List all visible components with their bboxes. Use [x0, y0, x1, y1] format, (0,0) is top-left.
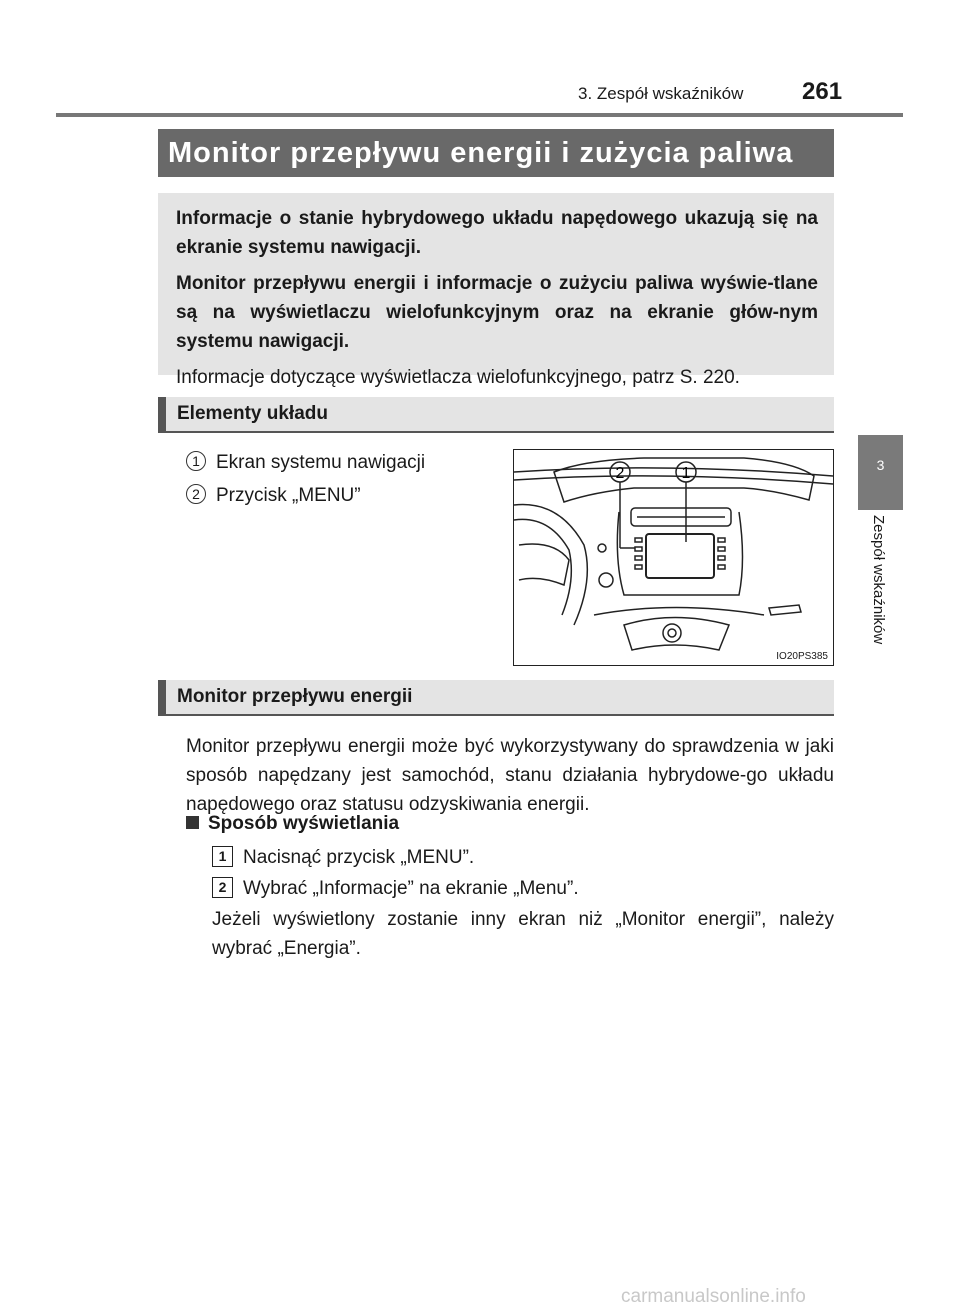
square-bullet-icon [186, 816, 199, 829]
chapter-tab-label-container [858, 515, 903, 690]
dashboard-drawing [514, 450, 833, 665]
page-number: 261 [802, 78, 843, 105]
list-item [186, 451, 425, 474]
step-number: 2 [212, 877, 233, 898]
intro-paragraph-2: Monitor przepływu energii i informacje o zużyciu paliwa wyświe-tlane są na wyświetlaczu wielofunkcyjnym oraz na ekranie głów-nym systemu nawigacji. [176, 273, 818, 352]
step-text: Wybrać „Informacje” na ekranie „Menu”. [243, 878, 579, 899]
sub-heading-label: Sposób wyświetlania [208, 813, 400, 834]
dashboard-illustration [513, 449, 834, 666]
number-badge: 2 [186, 484, 206, 504]
step-item [212, 846, 474, 869]
callout-label: 2 [615, 465, 625, 482]
list-item-label: Przycisk „MENU” [216, 485, 361, 506]
chapter-title: 3. Zespół wskaźników [578, 84, 744, 103]
callout-label: 1 [681, 465, 691, 482]
watermark: carmanualsonline.info [621, 1286, 806, 1307]
step-item [212, 877, 579, 900]
intro-box [158, 193, 834, 388]
intro-paragraph-1: Informacje o stanie hybrydowego układu napędowego ukazują się na ekranie systemu nawigacji. [176, 208, 818, 258]
intro-paragraph-3: Informacje dotyczące wyświetlacza wielofunkcyjnego, patrz S. 220. [176, 367, 740, 388]
chapter-tab [858, 435, 903, 510]
page-title: Monitor przepływu energii i zużycia paliwa [158, 129, 834, 177]
header-divider [56, 113, 903, 117]
figure-code: IO20PS385 [776, 651, 828, 662]
step-text: Nacisnąć przycisk „MENU”. [243, 847, 475, 868]
body-paragraph: Monitor przepływu energii może być wykorzystywany do sprawdzenia w jaki sposób napędzany jest samochód, stanu działania hybrydowe-go układu napędowego oraz statusu odzyskiwania energii. [186, 736, 834, 815]
number-badge: 1 [186, 451, 206, 471]
step-number: 1 [212, 846, 233, 867]
list-item [186, 484, 361, 507]
section-heading-components: Elementy układu [158, 397, 834, 433]
section-heading-energy-monitor: Monitor przepływu energii [158, 680, 834, 716]
sub-heading [186, 813, 399, 835]
chapter-tab-label: Zespół wskaźników [870, 515, 887, 645]
chapter-tab-number: 3 [876, 457, 885, 473]
step-note: Jeżeli wyświetlony zostanie inny ekran niż „Monitor energii”, należy wybrać „Energia”. [212, 909, 834, 959]
list-item-label: Ekran systemu nawigacji [216, 452, 426, 473]
